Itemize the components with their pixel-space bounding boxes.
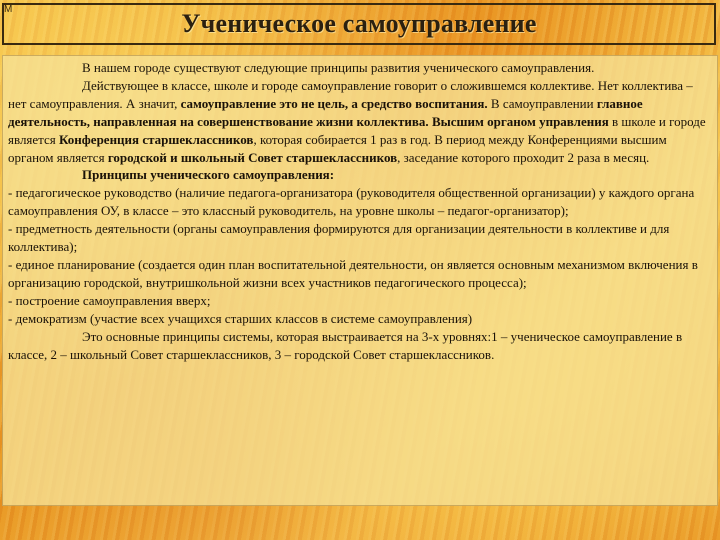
main-bold-4: Конференция старшеклассников [59,131,254,147]
list-item: - демократизм (участие всех учащихся старших классов в системе самоуправления) [8,310,473,326]
content-panel [2,55,718,506]
closing-paragraph [8,328,713,364]
page-title: Ученическое самоуправление [181,9,537,38]
main-text-1: Действующее в классе, школе и городе самоуправление говорит о сложившемся коллективе. Нет коллектива – нет самоуправления. А значит, [8,77,693,111]
list-item: - предметность деятельности (органы самоуправления формируются для организации деятельности в коллективе и для коллектива); [8,221,670,255]
list-item: - единое планирование (создается один план воспитательной деятельности, он является основным механизмом включения в организацию городской, внутришкольной жизни всех участников педагогического процесса); [8,256,698,290]
main-paragraph [8,77,713,167]
list-item: - построение самоуправления вверх; [8,292,211,308]
main-text-2: В самоуправлении [487,95,597,111]
intro-text: В нашем городе существуют следующие принципы развития ученического самоуправления. [82,60,595,75]
main-bold-1: самоуправление это не цель, а средство воспитания. [180,95,488,111]
closing-text: Это основные принципы системы, которая выстраивается на 3-х уровнях:1 – ученическое самоуправление в классе, 2 – школьный Совет старшеклассников, 3 – городской Совет старшеклассников. [8,328,683,362]
main-bold-5: городской и школьный Совет старшеклассников [107,149,398,165]
corner-mark: M [4,4,13,15]
main-text-6: , заседание которого проходит 2 раза в месяц. [397,149,650,165]
list-item: - педагогическое руководство (наличие педагога-организатора (руководителя общественной организации) у каждого органа самоуправления ОУ, в классе – это классный руководитель, на уровне школы – педагог-организатор); [8,185,695,219]
main-bold-2: главное деятельность, направленная на совершенствование жизни коллектива. [8,95,643,129]
principles-heading-text: Принципы ученического самоуправления: [82,167,335,183]
main-text-4: в школе и городе является [8,113,706,147]
main-bold-3: Высшим органом управления [431,113,609,129]
intro-paragraph [8,59,713,77]
title-frame [2,3,716,45]
principles-heading [8,166,713,184]
main-text-5: , которая собирается 1 раз в год. В период между Конференциями высшим органом является [8,131,667,165]
